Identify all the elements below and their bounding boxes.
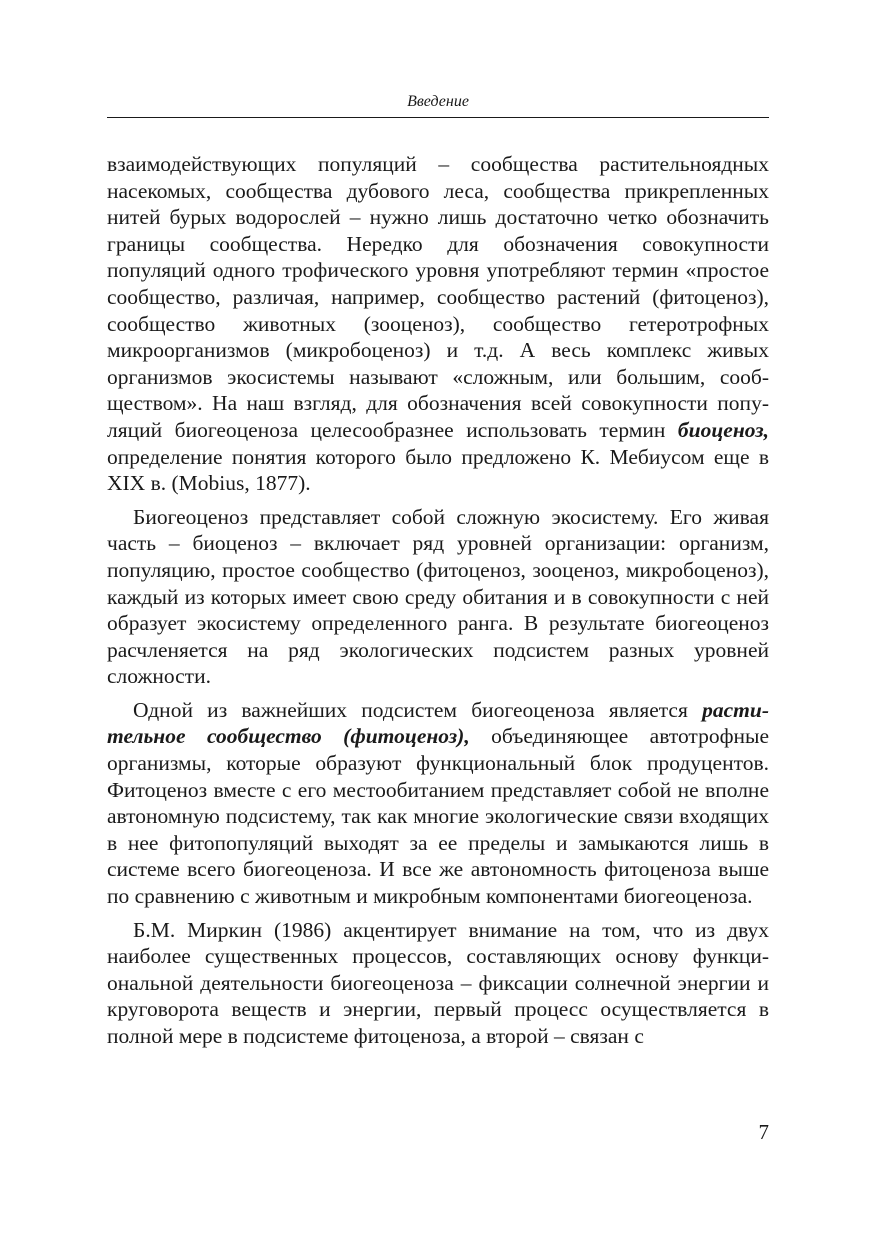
header-rule [107, 117, 769, 118]
paragraph-text: Одной из важнейших подсистем биогеоценоза является [133, 697, 703, 722]
paragraph-text: Б.М. Миркин (1986) акцентирует внимание на том, что из двух наиболее существенных процессов, составляющих основу функциональной деятельности биогеоценоза – фиксации солнечной энергии и круговорота веществ и энергии, первый процесс осуществляется в полной мере в подсистеме фитоценоза, а второй – связан с [107, 917, 769, 1048]
page-number: 7 [758, 1120, 769, 1144]
term-biocenosis: биоценоз, [677, 417, 769, 442]
paragraph [107, 697, 769, 910]
paragraph-text: взаимодействующих популяций – сообщества растительноядных насекомых, сообщества дубового леса, сообщества прикрепленных нитей бурых водорослей – нужно лишь достаточно четко обозначить границы сообщества. Нередко для обозначения совокупности популяций одного трофического уровня употребляют термин «простое сообщество, различая, например, сообщество растений (фитоценоз), сообщество животных (зооценоз), сообщество гетеротрофных микроорганизмов (микробоценоз) и т.д. А весь комплекс живых организмов экосистемы называют «сложным, или большим, сообществом». На наш взгляд, для обозначения всей совокупности популяций биогеоценоза целесообразнее использовать термин [107, 152, 769, 442]
paragraph-text: Биогеоценоз представляет собой сложную экосистему. Его живая часть – биоценоз – включает ряд уровней организации: организм, популяцию, простое сообщество (фитоценоз, зооценоз, микробоценоз), каждый из которых имеет свою среду обитания и в совокупности с ней образует экосистему определенного ранга. В результате биогеоценоз расчленяется на ряд экологических подсистем разных уровней сложности. [107, 504, 769, 689]
paragraph [107, 151, 769, 497]
paragraph-text: объединяющее автотрофные организмы, которые образуют функциональный блок продуцентов. Фитоценоз вместе с его местообитанием представляет собой не вполне автономную подсистему, так как многие экологические связи входящих в нее фитопопуляций выходят за ее пределы и замыкаются лишь в системе всего биогеоценоза. И все же автономность фитоценоза выше по сравнению с животным и микробным компонентами биогеоценоза. [107, 724, 769, 909]
term-plant-community: растительное сообщество (фитоценоз), [107, 697, 769, 749]
body-text [107, 151, 769, 1057]
paragraph [107, 917, 769, 1050]
running-head: Введение [407, 93, 469, 110]
paragraph-text: определение понятия которого было предложено К. Мебиусом еще в XIX в. (Mobius, 1877). [107, 444, 769, 496]
paragraph [107, 504, 769, 690]
